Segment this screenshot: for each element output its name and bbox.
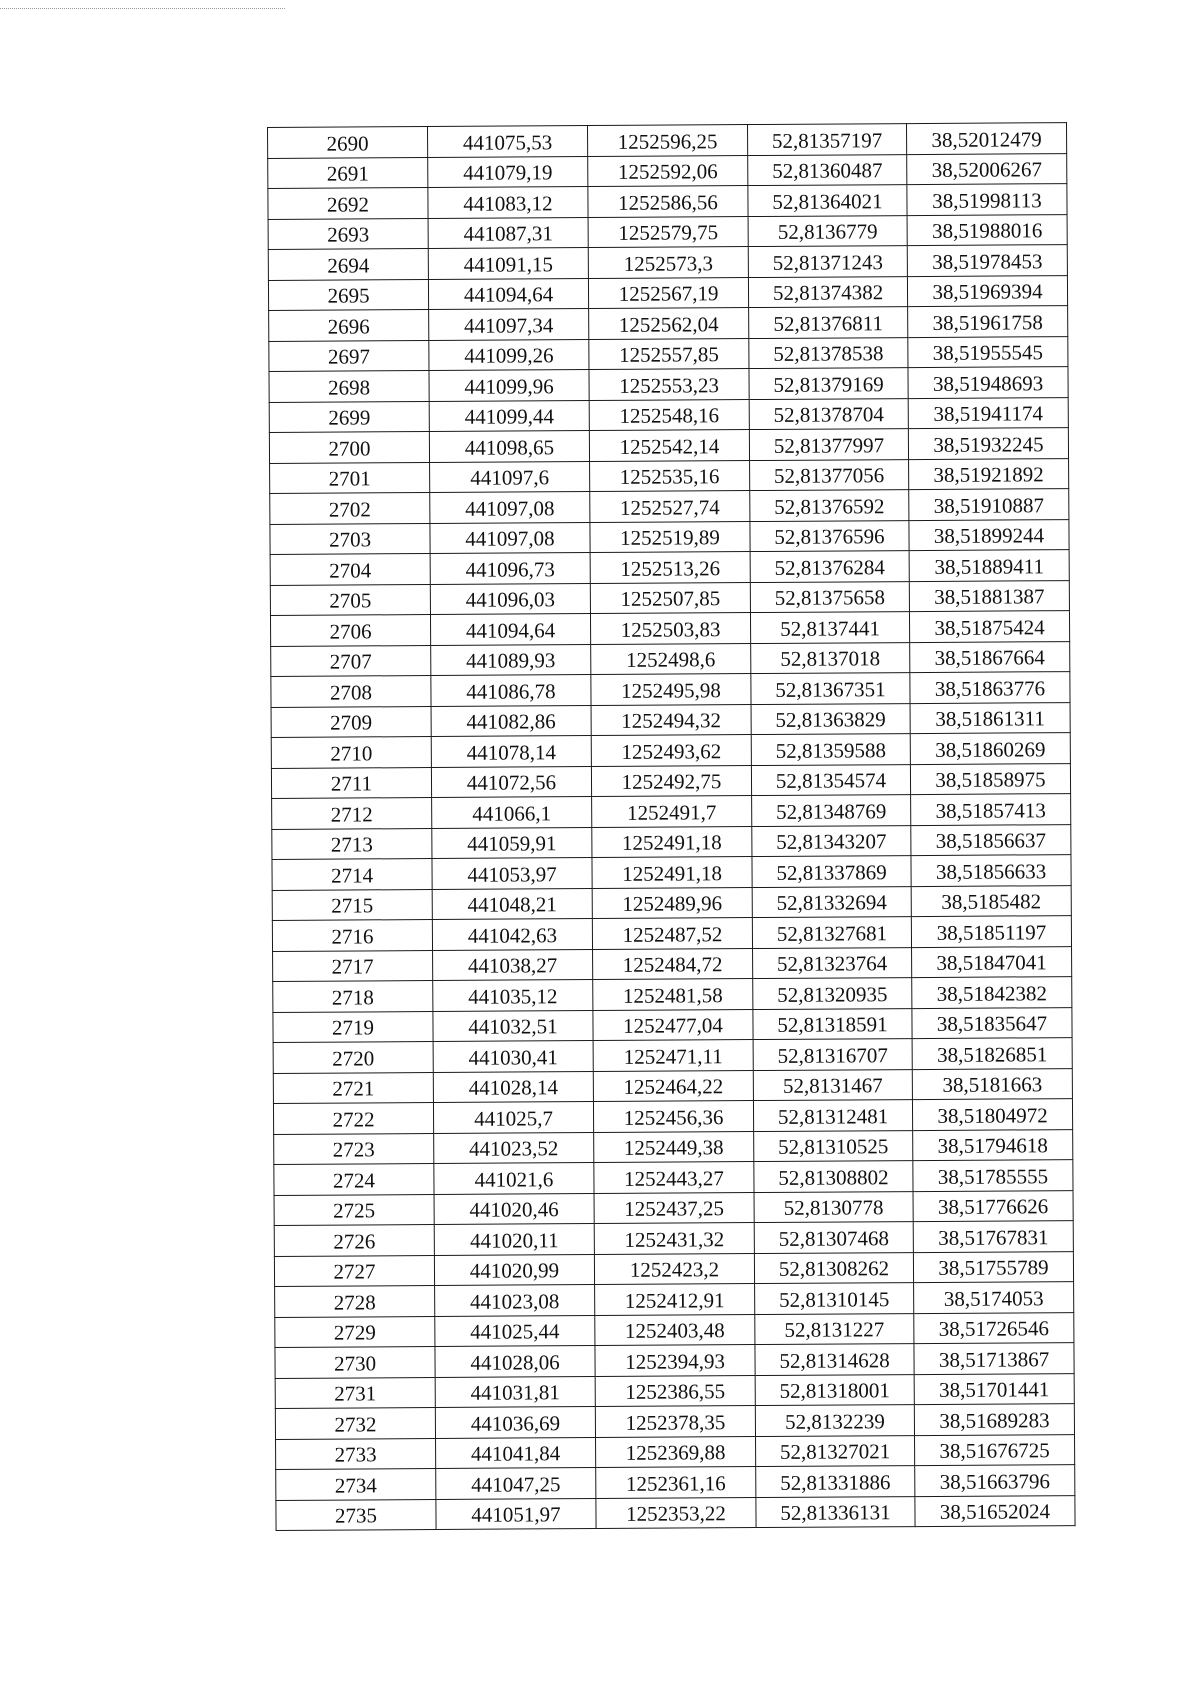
- cell-point: 2719: [273, 1011, 433, 1042]
- table-row: [269, 397, 1068, 432]
- cell-latitude: 52,81359588: [751, 734, 910, 765]
- cell-longitude: 38,51881387: [909, 580, 1069, 611]
- cell-longitude: 38,51955545: [908, 336, 1068, 367]
- cell-y: 1252542,14: [589, 430, 749, 461]
- cell-latitude: 52,81378538: [749, 337, 908, 368]
- cell-point: 2690: [268, 127, 428, 158]
- cell-latitude: 52,81364021: [748, 185, 907, 216]
- cell-x: 441098,65: [429, 431, 589, 462]
- cell-x: 441091,15: [428, 248, 588, 279]
- cell-y: 1252527,74: [590, 491, 750, 522]
- cell-longitude: 38,51826851: [912, 1038, 1072, 1069]
- table-row: [276, 1465, 1075, 1500]
- cell-x: 441096,03: [430, 583, 590, 614]
- cell-x: 441028,14: [433, 1071, 593, 1102]
- cell-latitude: 52,81320935: [753, 978, 912, 1009]
- table-row: [273, 1007, 1072, 1042]
- cell-x: 441083,12: [428, 187, 588, 218]
- cell-latitude: 52,81318001: [755, 1374, 914, 1405]
- cell-longitude: 38,51867664: [910, 641, 1070, 672]
- table-row: [270, 611, 1069, 646]
- cell-x: 441025,7: [433, 1102, 593, 1133]
- table-row: [271, 763, 1070, 798]
- coordinates-table: [267, 122, 1076, 1531]
- cell-point: 2726: [274, 1224, 434, 1255]
- cell-longitude: 38,51856633: [911, 855, 1071, 886]
- table-row: [274, 1129, 1073, 1164]
- cell-longitude: 38,51851197: [911, 916, 1071, 947]
- cell-x: 441097,6: [430, 461, 590, 492]
- cell-latitude: 52,81363829: [751, 703, 910, 734]
- cell-longitude: 38,51835647: [912, 1007, 1072, 1038]
- cell-point: 2711: [271, 767, 431, 798]
- cell-longitude: 38,51804972: [912, 1099, 1072, 1130]
- cell-longitude: 38,51875424: [909, 611, 1069, 642]
- cell-longitude: 38,5181663: [912, 1068, 1072, 1099]
- cell-y: 1252412,91: [595, 1284, 755, 1315]
- cell-point: 2705: [270, 584, 430, 615]
- table-row: [275, 1282, 1074, 1317]
- cell-latitude: 52,81318591: [753, 1008, 912, 1039]
- cell-latitude: 52,81375658: [750, 581, 909, 612]
- cell-y: 1252492,75: [591, 765, 751, 796]
- cell-x: 441053,97: [432, 858, 592, 889]
- cell-latitude: 52,81337869: [752, 856, 911, 887]
- cell-x: 441094,64: [428, 278, 588, 309]
- table-row: [269, 336, 1068, 371]
- cell-point: 2701: [270, 462, 430, 493]
- cell-point: 2718: [273, 981, 433, 1012]
- cell-latitude: 52,81307468: [754, 1222, 913, 1253]
- cell-latitude: 52,81377997: [749, 429, 908, 460]
- table-row: [268, 275, 1067, 310]
- cell-latitude: 52,81357197: [747, 124, 906, 155]
- cell-longitude: 38,51676725: [915, 1434, 1075, 1465]
- cell-point: 2713: [272, 828, 432, 859]
- cell-x: 441048,21: [432, 888, 592, 919]
- table-row: [271, 702, 1070, 737]
- table-row: [268, 184, 1067, 219]
- cell-y: 1252437,25: [594, 1192, 754, 1223]
- scan-edge-mark: [0, 8, 285, 9]
- cell-y: 1252487,52: [592, 918, 752, 949]
- cell-latitude: 52,8136779: [748, 215, 907, 246]
- cell-point: 2697: [269, 340, 429, 371]
- cell-x: 441036,69: [435, 1407, 595, 1438]
- cell-x: 441097,08: [430, 522, 590, 553]
- cell-latitude: 52,81376811: [749, 307, 908, 338]
- table-row: [268, 214, 1067, 249]
- cell-latitude: 52,81348769: [752, 795, 911, 826]
- cell-longitude: 38,51910887: [909, 489, 1069, 520]
- cell-longitude: 38,52006267: [907, 153, 1067, 184]
- cell-x: 441020,11: [434, 1224, 594, 1255]
- cell-latitude: 52,81316707: [753, 1039, 912, 1070]
- cell-y: 1252553,23: [589, 369, 749, 400]
- cell-latitude: 52,81376596: [750, 520, 909, 551]
- cell-point: 2722: [273, 1103, 433, 1134]
- cell-latitude: 52,8137018: [751, 642, 910, 673]
- cell-longitude: 38,51948693: [908, 367, 1068, 398]
- cell-y: 1252567,19: [588, 277, 748, 308]
- cell-point: 2729: [275, 1316, 435, 1347]
- table-row: [275, 1373, 1074, 1408]
- cell-longitude: 38,5185482: [911, 885, 1071, 916]
- cell-longitude: 38,51889411: [909, 550, 1069, 581]
- cell-longitude: 38,51961758: [908, 306, 1068, 337]
- cell-point: 2702: [270, 493, 430, 524]
- cell-longitude: 38,51969394: [907, 275, 1067, 306]
- cell-x: 441032,51: [433, 1010, 593, 1041]
- cell-point: 2695: [268, 279, 428, 310]
- cell-y: 1252557,85: [589, 338, 749, 369]
- table-row: [272, 794, 1071, 829]
- cell-x: 441072,56: [431, 766, 591, 797]
- table-row: [272, 885, 1071, 920]
- cell-point: 2732: [275, 1407, 435, 1438]
- cell-x: 441059,91: [432, 827, 592, 858]
- cell-latitude: 52,81308802: [754, 1161, 913, 1192]
- cell-y: 1252394,93: [595, 1345, 755, 1376]
- cell-point: 2735: [276, 1499, 436, 1530]
- cell-latitude: 52,81310525: [754, 1130, 913, 1161]
- cell-point: 2712: [272, 798, 432, 829]
- cell-longitude: 38,51776626: [913, 1190, 1073, 1221]
- cell-y: 1252573,3: [588, 247, 748, 278]
- cell-x: 441021,6: [434, 1163, 594, 1194]
- cell-x: 441096,73: [430, 553, 590, 584]
- cell-longitude: 38,51663796: [915, 1465, 1075, 1496]
- table-row: [274, 1160, 1073, 1195]
- cell-latitude: 52,8131467: [753, 1069, 912, 1100]
- cell-y: 1252403,48: [595, 1314, 755, 1345]
- cell-longitude: 38,51988016: [907, 214, 1067, 245]
- cell-y: 1252596,25: [587, 125, 747, 156]
- cell-y: 1252519,89: [590, 521, 750, 552]
- cell-longitude: 38,51767831: [913, 1221, 1073, 1252]
- table-row: [275, 1343, 1074, 1378]
- cell-y: 1252449,38: [594, 1131, 754, 1162]
- cell-point: 2709: [271, 706, 431, 737]
- cell-x: 441099,26: [429, 339, 589, 370]
- cell-x: 441086,78: [431, 675, 591, 706]
- cell-x: 441023,08: [435, 1285, 595, 1316]
- cell-latitude: 52,81336131: [756, 1496, 915, 1527]
- cell-point: 2730: [275, 1346, 435, 1377]
- cell-y: 1252484,72: [593, 948, 753, 979]
- cell-point: 2720: [273, 1042, 433, 1073]
- cell-y: 1252493,62: [591, 735, 751, 766]
- cell-point: 2696: [269, 310, 429, 341]
- cell-latitude: 52,81376284: [750, 551, 909, 582]
- cell-point: 2708: [271, 676, 431, 707]
- cell-longitude: 38,51978453: [907, 245, 1067, 276]
- cell-y: 1252443,27: [594, 1162, 754, 1193]
- cell-point: 2734: [276, 1468, 436, 1499]
- cell-y: 1252353,22: [596, 1497, 756, 1528]
- cell-y: 1252491,18: [592, 857, 752, 888]
- cell-y: 1252562,04: [589, 308, 749, 339]
- table-row: [268, 123, 1067, 158]
- cell-latitude: 52,81312481: [753, 1100, 912, 1131]
- cell-y: 1252491,7: [592, 796, 752, 827]
- cell-y: 1252586,56: [588, 186, 748, 217]
- cell-point: 2725: [274, 1194, 434, 1225]
- table-row: [275, 1404, 1074, 1439]
- cell-x: 441035,12: [433, 980, 593, 1011]
- cell-x: 441038,27: [433, 949, 593, 980]
- cell-point: 2731: [275, 1377, 435, 1408]
- cell-point: 2707: [271, 645, 431, 676]
- cell-longitude: 38,51689283: [914, 1404, 1074, 1435]
- table-row: [276, 1434, 1075, 1469]
- table-row: [274, 1251, 1073, 1286]
- cell-latitude: 52,81354574: [751, 764, 910, 795]
- cell-longitude: 38,51794618: [913, 1129, 1073, 1160]
- cell-longitude: 38,51726546: [914, 1312, 1074, 1343]
- cell-latitude: 52,8131227: [755, 1313, 914, 1344]
- cell-x: 441031,81: [435, 1376, 595, 1407]
- cell-latitude: 52,81332694: [752, 886, 911, 917]
- cell-y: 1252369,88: [596, 1436, 756, 1467]
- cell-point: 2704: [270, 554, 430, 585]
- cell-x: 441099,44: [429, 400, 589, 431]
- table-row: [269, 428, 1068, 463]
- table-row: [269, 367, 1068, 402]
- cell-y: 1252535,16: [590, 460, 750, 491]
- table-row: [270, 458, 1069, 493]
- cell-y: 1252471,11: [593, 1040, 753, 1071]
- cell-point: 2715: [272, 889, 432, 920]
- cell-y: 1252423,2: [594, 1253, 754, 1284]
- cell-y: 1252495,98: [591, 674, 751, 705]
- table-row: [272, 916, 1071, 951]
- table-row: [273, 977, 1072, 1012]
- cell-x: 441025,44: [435, 1315, 595, 1346]
- table-row: [273, 1099, 1072, 1134]
- cell-point: 2710: [271, 737, 431, 768]
- cell-latitude: 52,81377056: [750, 459, 909, 490]
- table-row: [269, 306, 1068, 341]
- cell-point: 2727: [274, 1255, 434, 1286]
- table-row: [274, 1190, 1073, 1225]
- cell-x: 441089,93: [431, 644, 591, 675]
- cell-longitude: 38,51998113: [907, 184, 1067, 215]
- coordinates-table-body: [268, 123, 1076, 1531]
- cell-y: 1252431,32: [594, 1223, 754, 1254]
- cell-point: 2706: [270, 615, 430, 646]
- cell-point: 2714: [272, 859, 432, 890]
- cell-longitude: 38,51652024: [915, 1495, 1075, 1526]
- cell-point: 2728: [275, 1285, 435, 1316]
- table-row: [270, 519, 1069, 554]
- cell-x: 441042,63: [432, 919, 592, 950]
- cell-longitude: 38,51856637: [911, 824, 1071, 855]
- cell-y: 1252491,18: [592, 826, 752, 857]
- cell-point: 2691: [268, 157, 428, 188]
- cell-x: 441051,97: [436, 1498, 596, 1529]
- cell-longitude: 38,5174053: [914, 1282, 1074, 1313]
- cell-latitude: 52,81378704: [749, 398, 908, 429]
- cell-x: 441066,1: [432, 797, 592, 828]
- cell-longitude: 38,51713867: [914, 1343, 1074, 1374]
- cell-longitude: 38,51863776: [910, 672, 1070, 703]
- cell-latitude: 52,81327681: [752, 917, 911, 948]
- cell-point: 2698: [269, 371, 429, 402]
- cell-point: 2721: [273, 1072, 433, 1103]
- cell-point: 2700: [269, 432, 429, 463]
- cell-y: 1252498,6: [591, 643, 751, 674]
- cell-point: 2693: [268, 218, 428, 249]
- cell-y: 1252456,36: [593, 1101, 753, 1132]
- cell-point: 2694: [268, 249, 428, 280]
- cell-latitude: 52,8132239: [755, 1405, 914, 1436]
- cell-latitude: 52,81343207: [752, 825, 911, 856]
- cell-latitude: 52,81367351: [751, 673, 910, 704]
- cell-x: 441047,25: [436, 1468, 596, 1499]
- cell-x: 441041,84: [436, 1437, 596, 1468]
- cell-y: 1252579,75: [588, 216, 748, 247]
- cell-point: 2716: [272, 920, 432, 951]
- cell-latitude: 52,8137441: [750, 612, 909, 643]
- cell-longitude: 38,51785555: [913, 1160, 1073, 1191]
- cell-x: 441079,19: [428, 156, 588, 187]
- cell-x: 441075,53: [428, 126, 588, 157]
- cell-x: 441099,96: [429, 370, 589, 401]
- cell-latitude: 52,81331886: [756, 1466, 915, 1497]
- cell-y: 1252548,16: [589, 399, 749, 430]
- cell-y: 1252513,26: [590, 552, 750, 583]
- cell-x: 441028,06: [435, 1346, 595, 1377]
- table-row: [271, 733, 1070, 768]
- cell-y: 1252481,58: [593, 979, 753, 1010]
- cell-longitude: 38,51701441: [914, 1373, 1074, 1404]
- cell-latitude: 52,81308262: [754, 1252, 913, 1283]
- cell-latitude: 52,81376592: [750, 490, 909, 521]
- cell-latitude: 52,81310145: [755, 1283, 914, 1314]
- table-row: [273, 1038, 1072, 1073]
- table-row: [273, 946, 1072, 981]
- cell-y: 1252378,35: [595, 1406, 755, 1437]
- cell-point: 2703: [270, 523, 430, 554]
- cell-x: 441087,31: [428, 217, 588, 248]
- cell-y: 1252507,85: [590, 582, 750, 613]
- cell-longitude: 38,51941174: [908, 397, 1068, 428]
- cell-longitude: 38,51860269: [910, 733, 1070, 764]
- cell-x: 441082,86: [431, 705, 591, 736]
- cell-x: 441094,64: [430, 614, 590, 645]
- cell-x: 441097,34: [429, 309, 589, 340]
- cell-latitude: 52,8130778: [754, 1191, 913, 1222]
- table-row: [268, 153, 1067, 188]
- cell-y: 1252494,32: [591, 704, 751, 735]
- table-row: [274, 1221, 1073, 1256]
- cell-y: 1252477,04: [593, 1009, 753, 1040]
- cell-y: 1252592,06: [588, 155, 748, 186]
- cell-point: 2699: [269, 401, 429, 432]
- cell-point: 2717: [273, 950, 433, 981]
- cell-x: 441097,08: [430, 492, 590, 523]
- table-row: [276, 1495, 1075, 1530]
- cell-latitude: 52,81327021: [756, 1435, 915, 1466]
- table-row: [273, 1068, 1072, 1103]
- cell-x: 441078,14: [431, 736, 591, 767]
- cell-y: 1252503,83: [590, 613, 750, 644]
- cell-longitude: 38,51858975: [910, 763, 1070, 794]
- cell-latitude: 52,81379169: [749, 368, 908, 399]
- cell-latitude: 52,81314628: [755, 1344, 914, 1375]
- cell-y: 1252386,55: [595, 1375, 755, 1406]
- cell-y: 1252464,22: [593, 1070, 753, 1101]
- cell-longitude: 38,51847041: [912, 946, 1072, 977]
- cell-longitude: 38,51932245: [908, 428, 1068, 459]
- cell-latitude: 52,81360487: [748, 154, 907, 185]
- cell-x: 441020,99: [434, 1254, 594, 1285]
- cell-y: 1252489,96: [592, 887, 752, 918]
- table-row: [270, 489, 1069, 524]
- table-row: [268, 245, 1067, 280]
- table-row: [272, 824, 1071, 859]
- cell-latitude: 52,81374382: [748, 276, 907, 307]
- cell-longitude: 38,51755789: [913, 1251, 1073, 1282]
- cell-point: 2724: [274, 1164, 434, 1195]
- table-row: [270, 580, 1069, 615]
- table-row: [272, 855, 1071, 890]
- cell-longitude: 38,51861311: [910, 702, 1070, 733]
- cell-point: 2733: [276, 1438, 436, 1469]
- cell-longitude: 38,52012479: [906, 123, 1066, 154]
- table-row: [271, 641, 1070, 676]
- cell-longitude: 38,51857413: [911, 794, 1071, 825]
- cell-x: 441030,41: [433, 1041, 593, 1072]
- cell-longitude: 38,51921892: [909, 458, 1069, 489]
- table-row: [275, 1312, 1074, 1347]
- cell-longitude: 38,51842382: [912, 977, 1072, 1008]
- table-row: [271, 672, 1070, 707]
- cell-y: 1252361,16: [596, 1467, 756, 1498]
- cell-x: 441023,52: [434, 1132, 594, 1163]
- table-row: [270, 550, 1069, 585]
- cell-point: 2692: [268, 188, 428, 219]
- cell-latitude: 52,81323764: [753, 947, 912, 978]
- cell-x: 441020,46: [434, 1193, 594, 1224]
- cell-latitude: 52,81371243: [748, 246, 907, 277]
- cell-longitude: 38,51899244: [909, 519, 1069, 550]
- cell-point: 2723: [274, 1133, 434, 1164]
